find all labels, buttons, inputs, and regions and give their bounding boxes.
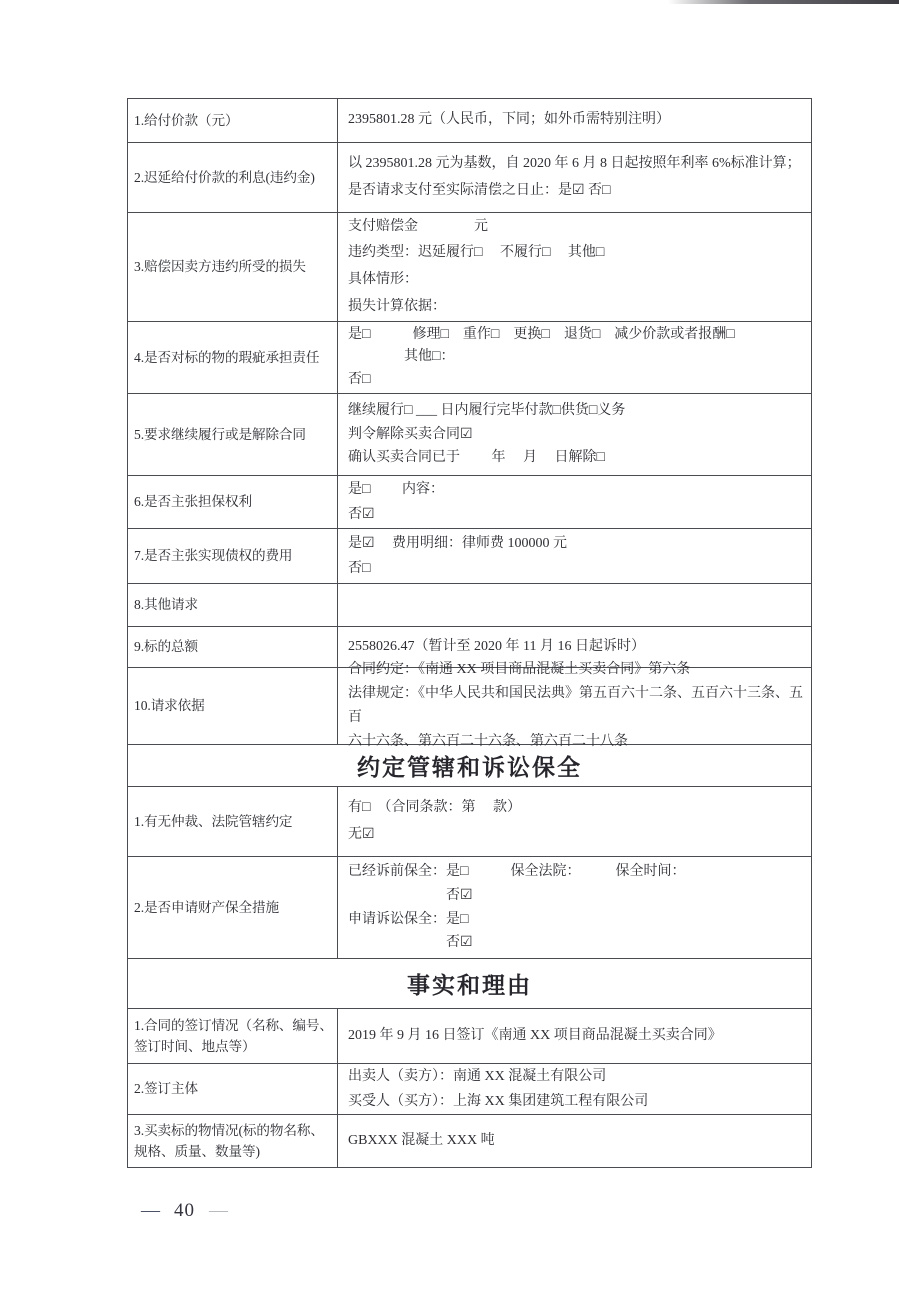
row-label-cell xyxy=(128,1115,338,1167)
table-row xyxy=(128,1115,811,1167)
row-value-cell xyxy=(338,1115,811,1167)
row-label: 6.是否主张担保权利 xyxy=(134,494,252,510)
value-line: 是否请求支付至实际清偿之日止：是☑ 否□ xyxy=(348,182,611,198)
table-row xyxy=(128,99,811,143)
row-label-cell xyxy=(128,529,338,583)
row-label: 2.签订主体 xyxy=(134,1081,198,1097)
table-row xyxy=(128,1064,811,1115)
table-row xyxy=(128,529,811,584)
row-label-cell xyxy=(128,787,338,856)
row-value-cell xyxy=(338,476,811,528)
row-label: 3.赔偿因卖方违约所受的损失 xyxy=(134,259,306,275)
claims-form-table xyxy=(127,98,812,1168)
section-header-facts xyxy=(128,959,811,1009)
table-row xyxy=(128,787,811,857)
row-value-cell xyxy=(338,857,811,958)
value-line: 判令解除买卖合同☑ xyxy=(348,426,473,442)
row-value-cell xyxy=(338,1064,811,1114)
row-label-cell xyxy=(128,322,338,393)
value-line: 是□ 修理□ 重作□ 更换□ 退货□ 减少价款或者报酬□ xyxy=(348,326,735,342)
row-label: 7.是否主张实现债权的费用 xyxy=(134,548,293,564)
row-value-cell xyxy=(338,1009,811,1063)
table-row xyxy=(128,476,811,529)
value-line: 2558026.47（暂计至 2020 年 11 月 16 日起诉时） xyxy=(348,638,645,654)
value-line: 确认买卖合同已于 年 月 日解除□ xyxy=(348,450,605,466)
value-line: 申请诉讼保全：是□ xyxy=(348,911,469,927)
value-line: 否☑ xyxy=(348,935,473,951)
row-label: 签订时间、地点等） xyxy=(134,1039,256,1054)
row-label: 2.是否申请财产保全措施 xyxy=(134,899,279,915)
table-row xyxy=(128,857,811,959)
row-label-cell xyxy=(128,143,338,212)
value-line: 否□ xyxy=(348,561,371,576)
value-line: 已经诉前保全：是□ 保全法院： 保全时间： xyxy=(348,863,686,879)
row-value-cell xyxy=(338,213,811,321)
row-label: 5.要求继续履行或是解除合同 xyxy=(134,426,306,442)
row-label: 9.标的总额 xyxy=(134,639,198,655)
table-row xyxy=(128,1009,811,1064)
row-value-cell xyxy=(338,99,811,142)
section-title: 事实和理由 xyxy=(407,972,532,998)
value-line: 2019 年 9 月 16 日签订《南通 XX 项目商品混凝土买卖合同》 xyxy=(348,1027,722,1043)
value-line: 是□ 内容： xyxy=(348,481,444,497)
section-title: 约定管辖和诉讼保全 xyxy=(357,754,582,780)
value-line: 合同约定：《南通 XX 项目商品混凝土买卖合同》第六条 xyxy=(348,662,691,678)
row-value-cell xyxy=(338,529,811,583)
row-label: 规格、质量、数量等) xyxy=(134,1144,260,1159)
row-label-cell xyxy=(128,99,338,142)
table-row xyxy=(128,394,811,476)
table-row xyxy=(128,584,811,627)
value-line: 2395801.28 元（人民币，下同；如外币需特别注明） xyxy=(348,112,670,128)
row-label-cell xyxy=(128,213,338,321)
row-label: 4.是否对标的物的瑕疵承担责任 xyxy=(134,349,320,365)
table-row xyxy=(128,213,811,322)
footer-page-number: 40 xyxy=(174,1200,195,1221)
row-value-cell xyxy=(338,787,811,856)
value-line: 以 2395801.28 元为基数，自 2020 年 6 月 8 日起按照年利率 6%标准计算； xyxy=(348,155,801,171)
table-row xyxy=(128,143,811,213)
row-label: 1.合同的签订情况（名称、编号、 xyxy=(134,1017,333,1033)
row-value-cell xyxy=(338,322,811,393)
row-value-cell xyxy=(338,584,811,626)
page-number xyxy=(141,1200,228,1222)
row-label: 1.给付价款（元） xyxy=(134,112,239,128)
value-line: 继续履行□ ___ 日内履行完毕付款□供货□义务 xyxy=(348,402,626,418)
value-line: 其他□： xyxy=(348,349,455,365)
row-label-cell xyxy=(128,857,338,958)
footer-right-dash: — xyxy=(209,1200,228,1221)
row-label-cell xyxy=(128,584,338,626)
row-label-cell xyxy=(128,476,338,528)
row-label: 3.买卖标的物情况(标的物名称、 xyxy=(134,1122,324,1138)
value-line: 无☑ xyxy=(348,826,375,842)
row-label-cell xyxy=(128,1064,338,1114)
row-label: 1.有无仲裁、法院管辖约定 xyxy=(134,813,293,829)
footer-left-dash: — xyxy=(141,1200,160,1221)
value-line: 否□ xyxy=(348,371,371,387)
value-line: 有□ （合同条款：第 款） xyxy=(348,799,521,815)
value-line: 否☑ xyxy=(348,507,375,522)
value-line: 违约类型：迟延履行□ 不履行□ 其他□ xyxy=(348,245,605,261)
row-label-cell xyxy=(128,1009,338,1063)
value-line: 否☑ xyxy=(348,887,473,903)
value-line: 六十六条、第六百二十六条、第六百二十八条 xyxy=(348,733,628,749)
row-value-cell xyxy=(338,143,811,212)
row-label: 8.其他请求 xyxy=(134,597,198,613)
row-value-cell xyxy=(338,394,811,475)
value-line: 法律规定：《中华人民共和国民法典》第五百六十二条、五百六十三条、五百 xyxy=(348,686,803,725)
value-line: 支付赔偿金 元 xyxy=(348,218,488,234)
table-row xyxy=(128,322,811,394)
row-value-cell xyxy=(338,662,811,749)
value-line: 是☑ 费用明细：律师费 100000 元 xyxy=(348,535,568,551)
value-line: 买受人（买方）：上海 XX 集团建筑工程有限公司 xyxy=(348,1094,649,1109)
row-label: 2.迟延给付价款的利息(违约金) xyxy=(134,169,315,185)
value-line: 出卖人（卖方）：南通 XX 混凝土有限公司 xyxy=(348,1068,607,1084)
value-line: 损失计算依据： xyxy=(348,298,446,314)
table-row xyxy=(128,662,811,749)
row-label-cell xyxy=(128,394,338,475)
scan-artifact-top-edge xyxy=(668,0,899,4)
row-label-cell xyxy=(128,627,338,667)
value-line: 具体情形： xyxy=(348,272,418,287)
row-label-cell xyxy=(128,668,338,744)
value-line: GBXXX 混凝土 XXX 吨 xyxy=(348,1132,495,1148)
row-label: 10.请求依据 xyxy=(134,698,205,714)
